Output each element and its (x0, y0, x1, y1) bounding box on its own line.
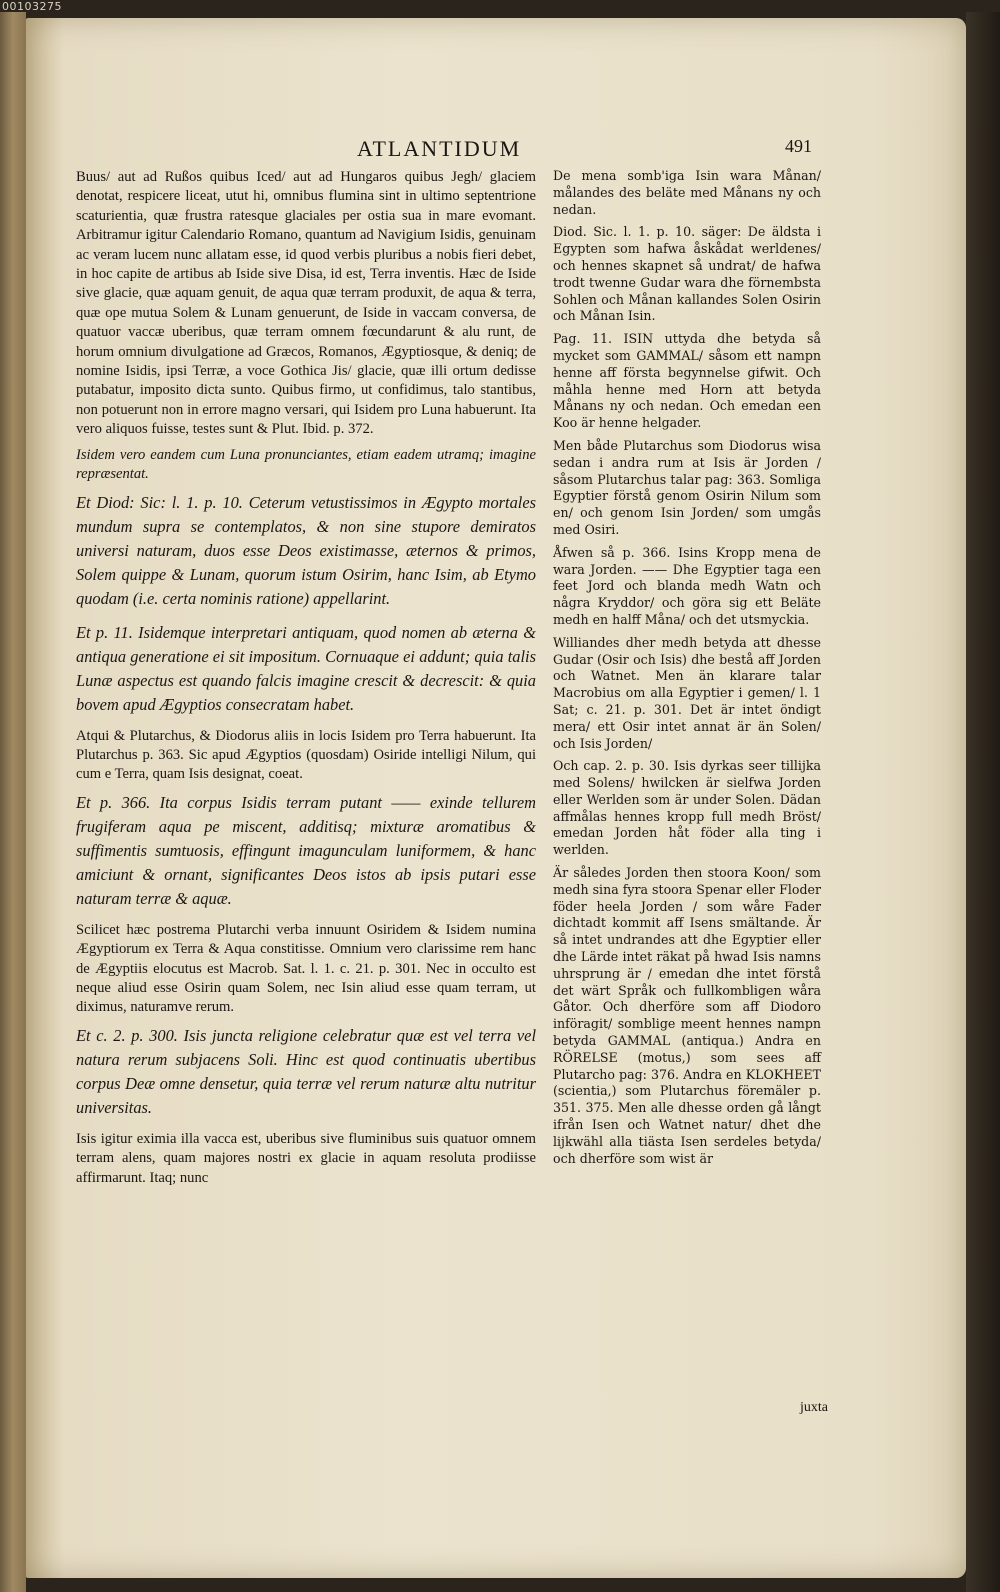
latin-paragraph: Isis igitur eximia illa vacca est, uberibus sive fluminibus suis quatuor omnem terram alens, quam majores nostri ex glacie in aquam resoluta prodiisse affirmarunt. Itaq; nunc (76, 1130, 536, 1186)
catchword: juxta (800, 1400, 828, 1415)
latin-column (76, 168, 536, 1194)
swedish-paragraph: Är således Jorden then stoora Koon/ som medh sina fyra stoora Spenar eller Floder föder heela Jorden / som wåre Fader dichtadt kommit aff Isens smältande. Är så intet undrandes att dhe Egyptier eller dhe Lärde intet räkat på hwad Isis namns uhrsprung är / emedan dhe intet förstå det wärt Språk och fullkombligen wåra Gåtor. Och dherföre som aff Diodoro införagit/ somblige meent hennes nampn betyda GAMMAL (antiqua.) Andra en RÖRELSE (motus,) som sees aff Plutarcho pag: 376. Andra en KLOKHEET (scientia,) som Plutarchus föremäler p. 351. 375. Men alle dhesse orden gå långt ifrån Isen och Watnet natur/ dhet dhe lijkwähl alla tiästa Isen serdeles betyda/ och dherföre som wist är (553, 865, 821, 1166)
latin-paragraph: Atqui & Plutarchus, & Diodorus aliis in locis Isidem pro Terra habuerunt. Ita Plutarchus p. 363. Sic apud Ægyptios (quosdam) Osiride intelligi Nilum, qui cum e Terra, quam Isis designat, coeat. (76, 727, 536, 783)
latin-paragraph: Et p. 11. Isidemque interpretari antiquam, quod nomen ab æterna & antiqua generatione ei sit impositum. Cornuaque ei addunt; quia talis Lunæ aspectus est quando falcis imagine crescit & decrescit: & quia bovem apud Ægyptios consecratam habet. (76, 622, 536, 714)
latin-paragraph: Et p. 366. Ita corpus Isidis terram putant —— exinde tellurem frugiferam aqua pe miscent, additisq; mixturæ aromatibus & suffimentis sumtuosis, effingunt imagunculam luniformem, & hanc amiciunt & ornant, significantes Deos istos ab ipsis putari esse naturam terræ & aquæ. (76, 792, 536, 908)
running-header-title: ATLANTIDUM (357, 136, 522, 161)
swedish-paragraph: Diod. Sic. l. 1. p. 10. säger: De äldsta i Egypten som hafwa åskådat werldenes/ och hennes skapnet så undrat/ de hafwa trodt twenne Gudar wara dhe förnembsta Sohlen och Månan kallandes Solen Osirin och Månan Isin. (553, 224, 821, 324)
latin-paragraph: Scilicet hæc postrema Plutarchi verba innuunt Osiridem & Isidem numina Ægyptiorum ex Terra & Aqua constitisse. Omnium vero clarissime rem hanc de Ægyptiis elocutus est Macrob. Sat. l. 1. c. 21. p. 301. Nec in occulto est neque aliud esse Osirin quam Solem, nec Isin aliud esse quam terram, ut diximus, naturamve rerum. (76, 921, 536, 1016)
swedish-paragraph: De mena somb'iga Isin wara Månan/ målandes des beläte med Månans ny och nedan. (553, 168, 821, 217)
latin-paragraph: Buus/ aut ad Rußos quibus Iced/ aut ad Hungaros quibus Jegh/ glaciem denotat, respicere liceat, utut hi, omnibus flumina sint in ultimo septentrione scaturientia, quæ frustra ratesque glaciales per ostia sua in mare evomant. Arbitramur igitur Calendario Romano, quantum ad Navigium Isidis, genuinam ac veram lucem nunc allatam esse, id quod verbis pluribus a nobis fieri debet, in hoc capite de artibus ab Iside sive Disa, id est, Terra inventis. Hæc de Iside sive glacie, quæ aquam genuit, de aqua quæ terram produxit, de aqua & terra, quæ ope mutua Solem & Lunam genuerunt, de Iside in vaccam conversa, de quatuor vaccæ uberibus, quæ terram omnem fœcundarunt & alu runt, de horum omnium divulgatione ad Græcos, Romanos, Ægyptiosque, & deniq; de nomine Isidis, ipsi Terræ, a voce Gothica Jis/ glacie, quæ illi ortum dedisse putabatur, imposito dicta sunto. Quibus firmo, ut confidimus, talo stantibus, non potuerunt non in errore magno versari, qui Isidem pro Luna habuerunt. Ita vero aliquos fuisse, testes sunt & Plut. Ibid. p. 372. (76, 169, 536, 438)
scan-label: 00103275 (2, 0, 62, 13)
swedish-paragraph: Pag. 11. ISIN uttyda dhe betyda så mycket som GAMMAL/ såsom ett nampn henne aff första begynnelse gifwit. Och måhla henne med Horn att betyda Månans ny och nedan. Och emedan een Koo är henne helgader. (553, 331, 821, 431)
page-number: 491 (785, 136, 812, 156)
swedish-paragraph: Men både Plutarchus som Diodorus wisa sedan i andra rum at Isis är Jorden / såsom Plutarchus talar pag: 363. Somliga Egyptier förstå genom Osirin Nilum som en/ och genom Isin Jorden/ som umgås med Osiri. (553, 437, 821, 537)
page-edge-shadow (966, 12, 1000, 1592)
book-gutter (0, 12, 26, 1592)
latin-paragraph: Et Diod: Sic: l. 1. p. 10. Ceterum vetustissimos in Ægypto mortales mundum supra se contemplatos, & non sine stupore demiratos universi naturam, duos esse Deos existimasse, æternos & primos, Solem quippe & Lunam, quorum istum Osirim, hanc Isim, ab Etymo quodam (i.e. certa nominis ratione) appellarint. (76, 492, 536, 608)
swedish-paragraph: Williandes dher medh betyda att dhesse Gudar (Osir och Isis) dhe bestå aff Jorden och Watnet. Men än klarare talar Macrobius om alla Egyptier i gemen/ l. 1 Sat; c. 21. p. 301. Det är intet öndigt mera/ ett Osir intet annat är än Solen/ och Isis Jorden/ (553, 634, 821, 751)
latin-paragraph: Et c. 2. p. 300. Isis juncta religione celebratur quæ est vel terra vel natura rerum subjacens Soli. Hinc est quod continuatis ubertibus corpus Deæ omne densetur, quia terræ vel rerum naturæ altu nutritur universitas. (76, 1025, 536, 1117)
swedish-paragraph: Och cap. 2. p. 30. Isis dyrkas seer tillijka med Solens/ hwilcken är sielfwa Jorden eller Werlden som är under Solen. Dädan affmålas hennes kropp full medh Bröst/ emedan Jorden håt föder alla ting i werlden. (553, 758, 821, 858)
latin-paragraph: Isidem vero eandem cum Luna pronunciantes, etiam eadem utramq; imagine repræsentat. (76, 446, 536, 483)
swedish-column (553, 168, 821, 1173)
swedish-paragraph: Åfwen så p. 366. Isins Kropp mena de wara Jorden. —— Dhe Egyptier taga een feet Jord och blanda medh Watn och några Kryddor/ och göra sig ett Beläte medh en halff Måna/ och det utsmyckia. (553, 544, 821, 627)
